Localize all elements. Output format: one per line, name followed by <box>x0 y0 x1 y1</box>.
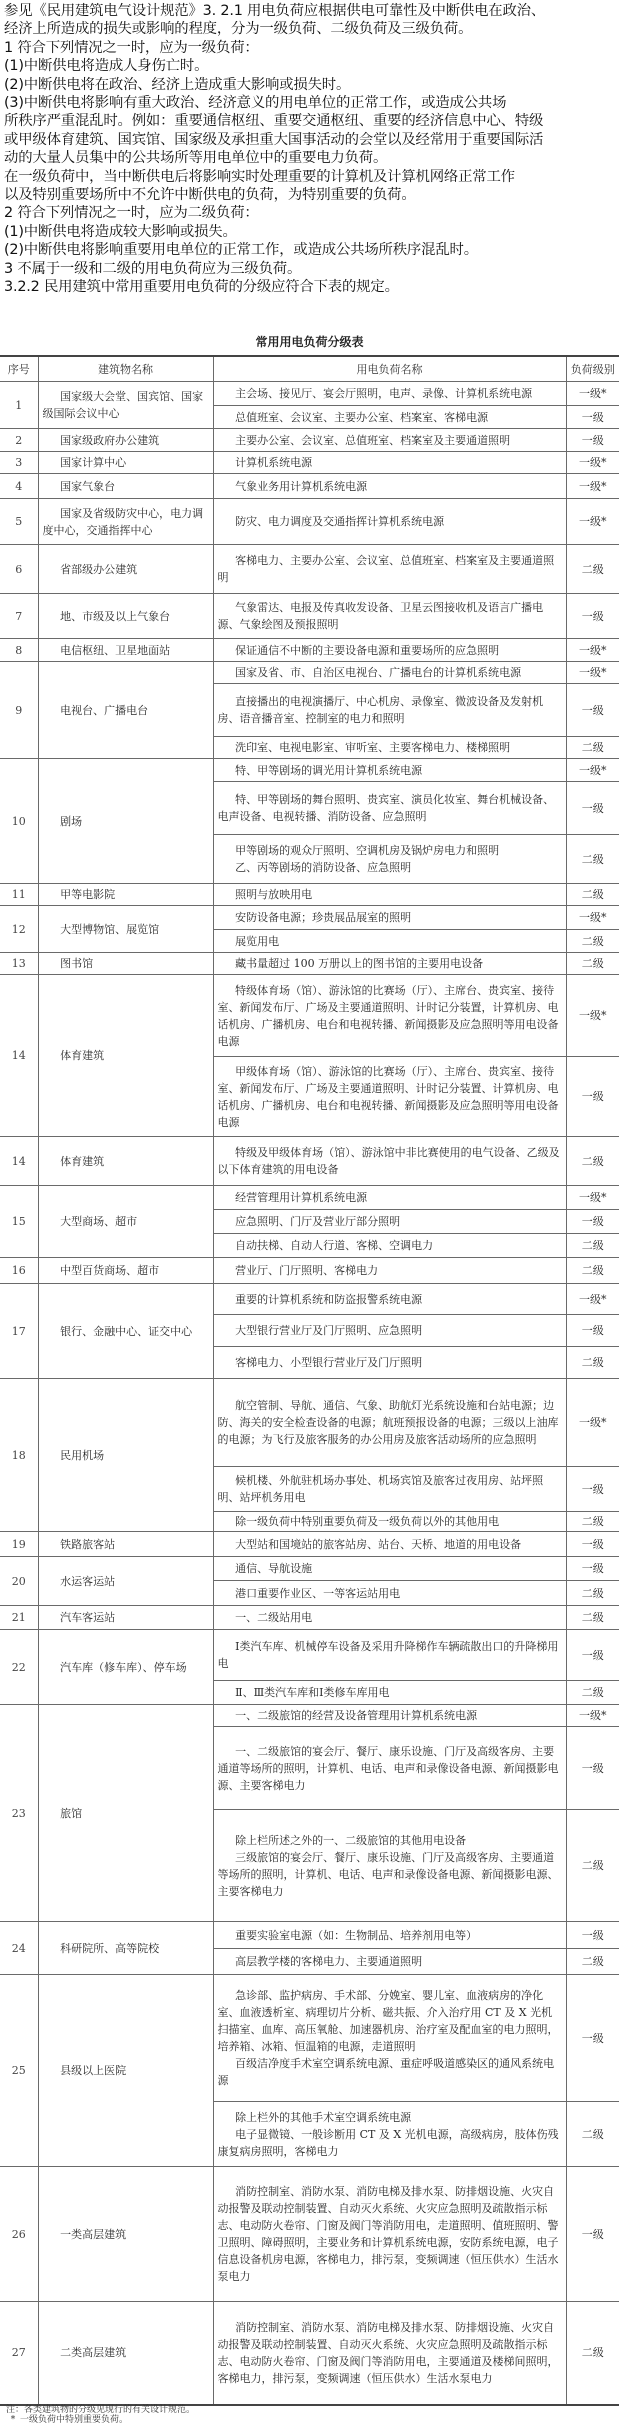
intro-line: (2)中断供电将影响重要用电单位的正常工作，或造成公共场所秩序混乱时。 <box>4 242 478 259</box>
load-name <box>213 1532 566 1557</box>
building-name: 县级以上医院 <box>38 1975 213 2167</box>
intro-text <box>4 2 616 297</box>
load-name-paragraph: 三级旅馆的宴会厅、餐厅、康乐设施、门厅及高级客房、主要通道等场所的照明，计算机、电话、电声和录像设备电源、新闻摄影电源、主要客梯电力 <box>217 1850 559 1898</box>
building-name: 一类高层建筑 <box>38 2167 213 2302</box>
load-level: 一级* <box>566 1705 619 1727</box>
load-name <box>213 835 566 884</box>
load-name <box>213 1922 566 1949</box>
load-name-paragraph: 特、甲等剧场的舞台照明、贵宾室、演员化妆室、舞台机械设备、电声设备、电视转播、消防设备、应急照明 <box>217 793 555 823</box>
table-row <box>0 474 619 499</box>
load-name <box>213 1284 566 1315</box>
building-name: 剧场 <box>38 759 213 884</box>
building-name: 地、市级及以上气象台 <box>38 594 213 639</box>
row-number: 17 <box>0 1284 38 1379</box>
load-name <box>213 639 566 662</box>
row-number: 3 <box>0 452 38 474</box>
header-load: 用电负荷名称 <box>213 356 566 382</box>
load-name-paragraph: 除上栏外的其他手术室空调系统电源 <box>235 2110 412 2124</box>
building-name: 民用机场 <box>38 1379 213 1532</box>
table-row <box>0 1630 619 1681</box>
note-star-text: 一级负荷中特别重要负荷。 <box>20 2415 129 2425</box>
load-name <box>213 406 566 429</box>
load-level: 二级 <box>566 1347 619 1379</box>
table-row <box>0 452 619 474</box>
load-level: 二级 <box>566 2302 619 2405</box>
load-name-paragraph: 自动扶梯、自动人行道、客梯、空调电力 <box>235 1239 434 1252</box>
load-level: 一级* <box>566 975 619 1057</box>
table-body <box>0 382 619 2405</box>
load-level: 二级 <box>566 545 619 594</box>
load-name <box>213 1467 566 1512</box>
load-name-paragraph: 大型站和国境站的旅客站房、站台、天桥、地道的用电设备 <box>235 1537 522 1551</box>
table-row <box>0 662 619 684</box>
intro-line: 所秩序严重混乱时。例如：重要通信枢纽、重要交通枢纽、重要的经济信息中心、特级 <box>4 113 544 130</box>
row-number: 10 <box>0 759 38 884</box>
building-name: 电视台、广播电台 <box>38 662 213 759</box>
row-number: 6 <box>0 545 38 594</box>
load-name-paragraph: 除一级负荷中特别重要负荷及一级负荷以外的其他用电 <box>235 1515 500 1528</box>
load-level: 一级* <box>566 452 619 474</box>
load-level: 一级 <box>566 429 619 452</box>
load-name-paragraph: 消防控制室、消防水泵、消防电梯及排水泵、防排烟设施、火灾自动报警及联动控制装置、自动灭火系统、火灾应急照明及疏散指示标志、电动防火卷帘、门窗及阀门等消防用电，主要通道及楼梯间照明，客梯电力，排污泵，变频调速（恒压供水）生活水泵电力 <box>217 2320 559 2385</box>
load-name-paragraph: 保证通信不中断的主要设备电源和重要场所的应急照明 <box>235 643 500 657</box>
load-name <box>213 1347 566 1379</box>
building-name: 水运客运站 <box>38 1557 213 1606</box>
load-name-paragraph: 一、二级站用电 <box>235 1611 313 1624</box>
building-name: 大型博物馆、展览馆 <box>38 906 213 953</box>
load-name-paragraph: 乙、丙等剧场的消防设备、应急照明 <box>235 861 412 874</box>
load-level: 一级 <box>566 1975 619 2102</box>
load-level: 二级 <box>566 737 619 759</box>
load-name-paragraph: 一、二级旅馆的宴会厅、餐厅、康乐设施、门厅及高级客房、主要通道等场所的照明，计算机、电话、电声和录像设备电源、新闻摄影电源、主要客梯电力 <box>217 1744 559 1792</box>
load-level: 二级 <box>566 1681 619 1705</box>
load-level: 二级 <box>566 1258 619 1284</box>
load-name-paragraph: 洗印室、电视电影室、审听室、主要客梯电力、楼梯照明 <box>235 741 511 754</box>
load-name-paragraph: 大型银行营业厅及门厅照明、应急照明 <box>235 1324 423 1337</box>
load-name-paragraph: 重要实验室电源（如：生物制品、培养剂用电等） <box>235 1928 478 1942</box>
intro-line: (3)中断供电将影响有重大政治、经济意义的用电单位的正常工作，或造成公共场 <box>4 95 507 112</box>
load-name <box>213 1186 566 1210</box>
load-name <box>213 1315 566 1347</box>
load-level: 二级 <box>566 884 619 906</box>
load-level: 一级* <box>566 1186 619 1210</box>
intro-line: (1)中断供电将造成人身伤亡时。 <box>4 58 209 75</box>
row-number: 23 <box>0 1705 38 1922</box>
row-number: 25 <box>0 1975 38 2167</box>
table-row <box>0 1922 619 1949</box>
table-row <box>0 1284 619 1315</box>
load-level: 一级* <box>566 759 619 782</box>
load-name-paragraph: 营业厅、门厅照明、客梯电力 <box>235 1264 379 1277</box>
load-name <box>213 1727 566 1810</box>
load-level: 一级 <box>566 1210 619 1234</box>
load-level: 一级 <box>566 1057 619 1137</box>
table-row <box>0 1606 619 1630</box>
load-name <box>213 1137 566 1186</box>
load-name <box>213 429 566 452</box>
load-level: 一级 <box>566 406 619 429</box>
load-level: 一级 <box>566 782 619 835</box>
table-row <box>0 1137 619 1186</box>
intro-line: 参见《民用建筑电气设计规范》3. 2.1 用电负荷应根据供电可靠性及中断供电在政治、 <box>4 3 546 19</box>
load-name-paragraph: 应急照明、门厅及营业厅部分照明 <box>235 1215 401 1228</box>
load-name-paragraph: 港口重要作业区、一等客运站用电 <box>235 1586 401 1600</box>
load-level: 二级 <box>566 1512 619 1532</box>
load-name-paragraph: 甲等剧场的观众厅照明、空调机房及锅炉房电力和照明 <box>235 844 500 857</box>
load-level: 一级* <box>566 662 619 684</box>
row-number: 16 <box>0 1258 38 1284</box>
building-name: 国家及省级防灾中心，电力调度中心，交通指挥中心 <box>38 499 213 545</box>
intro-line: 或甲级体育建筑、国宾馆、国家级及承担重大国事活动的会堂以及经常用于重要国际活 <box>4 131 544 148</box>
table-row <box>0 975 619 1057</box>
table-row <box>0 545 619 594</box>
load-level: 一级 <box>566 1315 619 1347</box>
building-name: 国家气象台 <box>38 474 213 499</box>
table-row <box>0 884 619 906</box>
load-level: 一级 <box>566 684 619 737</box>
building-name: 甲等电影院 <box>38 884 213 906</box>
note-general: 注：各类建筑物的分级见现行的有关设计规范。 <box>6 2405 196 2415</box>
intro-line: 1 符合下列情况之一时，应为一级负荷： <box>4 39 259 56</box>
load-level: 一级 <box>566 1532 619 1557</box>
load-name-paragraph: 主要办公室、会议室、总值班室、档案室及主要通道照明 <box>235 433 511 447</box>
load-name <box>213 1949 566 1975</box>
load-name <box>213 1606 566 1630</box>
load-name <box>213 1810 566 1922</box>
building-name: 电信枢纽、卫星地面站 <box>38 639 213 662</box>
load-level: 一级 <box>566 1630 619 1681</box>
load-name <box>213 1210 566 1234</box>
load-name <box>213 2102 566 2167</box>
building-name: 国家级大会堂、国宾馆、国家级国际会议中心 <box>38 382 213 429</box>
building-name: 图书馆 <box>38 953 213 975</box>
load-name <box>213 1057 566 1137</box>
load-name <box>213 1705 566 1727</box>
load-name <box>213 782 566 835</box>
building-name: 铁路旅客站 <box>38 1532 213 1557</box>
load-name-paragraph: 甲级体育场（馆）、游泳馆的比赛场（厅）、主席台、贵宾室、接待室、新闻发布厅、广场及主要通道照明、计时记分装置、计算机房、电话机房、广播机房、电台和电视转播、新闻摄影及应急照明等用电设备电源 <box>217 1064 559 1129</box>
table-row <box>0 1186 619 1210</box>
intro-line: (1)中断供电将造成较大影响或损失。 <box>4 223 237 240</box>
load-name <box>213 906 566 930</box>
building-name: 中型百货商场、超市 <box>38 1258 213 1284</box>
table-row <box>0 1532 619 1557</box>
building-name: 国家计算中心 <box>38 452 213 474</box>
load-name <box>213 2302 566 2405</box>
load-name-paragraph: 电子显微镜、一般诊断用 CT 及 X 光机电源，高级病房，肢体伤残康复病房照明，客梯电力 <box>217 2127 559 2158</box>
load-name <box>213 930 566 953</box>
row-number: 26 <box>0 2167 38 2302</box>
load-level: 二级 <box>566 1581 619 1606</box>
load-level: 一级* <box>566 1379 619 1467</box>
load-level: 一级* <box>566 382 619 406</box>
intro-line: 3 不属于一级和二级的用电负荷应为三级负荷。 <box>4 260 302 277</box>
load-name <box>213 1681 566 1705</box>
intro-line: (2)中断供电将在政治、经济上造成重大影响或损失时。 <box>4 76 351 93</box>
row-number: 15 <box>0 1186 38 1258</box>
load-level: 一级* <box>566 1284 619 1315</box>
load-name <box>213 1975 566 2102</box>
building-name: 体育建筑 <box>38 1137 213 1186</box>
load-name <box>213 1557 566 1581</box>
header-num: 序号 <box>0 356 38 382</box>
load-name <box>213 975 566 1057</box>
load-name <box>213 1379 566 1467</box>
load-name-paragraph: 藏书量超过 100 万册以上的图书馆的主要用电设备 <box>235 957 484 970</box>
table-row <box>0 2167 619 2302</box>
table-row <box>0 1379 619 1467</box>
intro-line: 在一级负荷中，当中断供电后将影响实时处理重要的计算机及计算机网络正常工作 <box>4 168 515 185</box>
load-level: 一级 <box>566 1467 619 1512</box>
row-number: 4 <box>0 474 38 499</box>
load-name <box>213 545 566 594</box>
row-number: 18 <box>0 1379 38 1532</box>
load-name <box>213 594 566 639</box>
row-number: 1 <box>0 382 38 429</box>
load-name <box>213 662 566 684</box>
load-name <box>213 953 566 975</box>
row-number: 22 <box>0 1630 38 1705</box>
load-level: 二级 <box>566 930 619 953</box>
table-row <box>0 2302 619 2405</box>
row-number: 8 <box>0 639 38 662</box>
row-number: 9 <box>0 662 38 759</box>
load-level: 二级 <box>566 953 619 975</box>
row-number: 2 <box>0 429 38 452</box>
table-row <box>0 639 619 662</box>
table-row <box>0 1975 619 2102</box>
table-row <box>0 499 619 545</box>
table-row <box>0 382 619 406</box>
load-level: 一级 <box>566 594 619 639</box>
load-name-paragraph: 展览用电 <box>235 934 280 948</box>
table-row <box>0 594 619 639</box>
building-name: 汽车库（修车库）、停车场 <box>38 1630 213 1705</box>
load-name-paragraph: 通信、导航设施 <box>235 1562 313 1575</box>
load-name-paragraph: 客梯电力、主要办公室、会议室、总值班室、档案室及主要通道照明 <box>217 554 555 584</box>
load-name-paragraph: 经营管理用计算机系统电源 <box>235 1191 368 1204</box>
load-name-paragraph: 一、二级旅馆的经营及设备管理用计算机系统电源 <box>235 1709 478 1722</box>
load-name-paragraph: 总值班室、会议室、主要办公室、档案室、客梯电源 <box>235 410 489 424</box>
load-name <box>213 737 566 759</box>
load-name <box>213 1258 566 1284</box>
load-name-paragraph: 直接播出的电视演播厅、中心机房、录像室、微波设备及发射机房、语音播音室、控制室的电力和照明 <box>217 695 544 725</box>
load-level: 二级 <box>566 2102 619 2167</box>
load-level: 一级 <box>566 1557 619 1581</box>
load-name-paragraph: Ⅱ、Ⅲ类汽车库和Ⅰ类修车库用电 <box>235 1686 390 1699</box>
load-level: 一级 <box>566 1727 619 1810</box>
header-level: 负荷级别 <box>566 356 619 382</box>
row-number: 14 <box>0 1137 38 1186</box>
load-name <box>213 382 566 406</box>
load-level: 二级 <box>566 1137 619 1186</box>
table-row <box>0 1557 619 1581</box>
row-number: 5 <box>0 499 38 545</box>
load-name <box>213 1512 566 1532</box>
building-name: 国家级政府办公建筑 <box>38 429 213 452</box>
building-name: 省部级办公建筑 <box>38 545 213 594</box>
table-row <box>0 953 619 975</box>
load-classification-table <box>0 355 619 2406</box>
load-name-paragraph: 安防设备电源；珍贵展品展室的照明 <box>235 911 412 924</box>
load-name-paragraph: 重要的计算机系统和防盗报警系统电源 <box>235 1292 423 1306</box>
load-name-paragraph: 高层教学楼的客梯电力、主要通道照明 <box>235 1955 423 1968</box>
building-name: 大型商场、超市 <box>38 1186 213 1258</box>
table-row <box>0 906 619 930</box>
table-row <box>0 429 619 452</box>
load-name-paragraph: 航空管制、导航、通信、气象、助航灯光系统设施和台站电源；边防、海关的安全检查设备的电源；航班预报设备的电源；三级以上油库的电源；为飞行及旅客服务的办公用房及旅客活动场所的应急照明 <box>217 1399 559 1446</box>
building-name: 体育建筑 <box>38 975 213 1137</box>
load-name <box>213 1581 566 1606</box>
load-name-paragraph: 百级洁净度手术室空调系统电源、重症呼吸道感染区的通风系统电源 <box>217 2057 555 2087</box>
load-name <box>213 452 566 474</box>
load-name-paragraph: 特、甲等剧场的调光用计算机系统电源 <box>235 763 423 777</box>
load-name-paragraph: 国家及省、市、自治区电视台、广播电台的计算机系统电源 <box>235 666 522 679</box>
asterisk-mark: * <box>10 2415 16 2425</box>
load-name-paragraph: 特级及甲级体育场（馆）、游泳馆中非比赛使用的电气设备、乙级及以下体育建筑的用电设备 <box>217 1146 560 1176</box>
load-name <box>213 474 566 499</box>
table-notes <box>6 2405 195 2425</box>
table-header-row <box>0 356 619 382</box>
note-star <box>6 2415 195 2425</box>
load-name <box>213 1234 566 1258</box>
load-name-paragraph: 气象雷达、电报及传真收发设备、卫星云图接收机及语言广播电源、气象绘图及预报照明 <box>217 601 544 631</box>
load-level: 一级 <box>566 2167 619 2302</box>
row-number: 24 <box>0 1922 38 1975</box>
load-level: 二级 <box>566 1606 619 1630</box>
intro-line: 3.2.2 民用建筑中常用重要用电负荷的分级应符合下表的规定。 <box>4 279 399 296</box>
load-name-paragraph: 消防控制室、消防水泵、消防电梯及排水泵、防排烟设施、火灾自动报警及联动控制装置、自动灭火系统、火灾应急照明及疏散指示标志、电动防火卷帘、门窗及阀门等消防用电，走道照明、值班照明、警卫照明、障碍照明，主要业务和计算机系统电源，安防系统电源，电子信息设备机房电源，客梯电力，排污泵，变频调速（恒压供水）生活水泵电力 <box>217 2185 559 2283</box>
load-name-paragraph: 主会场、接见厅、宴会厅照明，电声、录像、计算机系统电源 <box>235 387 533 400</box>
load-level: 一级* <box>566 474 619 499</box>
load-name-paragraph: 除上栏所述之外的一、二级旅馆的其他用电设备 <box>235 1833 467 1847</box>
load-name <box>213 759 566 782</box>
load-name-paragraph: 特级体育场（馆）、游泳馆的比赛场（厅）、主席台、贵宾室、接待室、新闻发布厅、广场及主要通道照明、计时记分装置，计算机房、电话机房、广播机房、电台和电视转播、新闻摄影及应急照明等用电设备电源 <box>217 983 559 1048</box>
row-number: 11 <box>0 884 38 906</box>
load-name-paragraph: Ⅰ类汽车库、机械停车设备及采用升降梯作车辆疏散出口的升降梯用电 <box>217 1640 559 1670</box>
building-name: 汽车客运站 <box>38 1606 213 1630</box>
row-number: 19 <box>0 1532 38 1557</box>
load-level: 一级* <box>566 639 619 662</box>
load-level: 一级* <box>566 906 619 930</box>
load-level: 二级 <box>566 835 619 884</box>
load-level: 一级 <box>566 1922 619 1949</box>
load-name <box>213 884 566 906</box>
table-title: 常用用电负荷分级表 <box>255 335 364 349</box>
row-number: 12 <box>0 906 38 953</box>
row-number: 20 <box>0 1557 38 1606</box>
header-building: 建筑物名称 <box>38 356 213 382</box>
row-number: 7 <box>0 594 38 639</box>
table-row <box>0 1705 619 1727</box>
load-name-paragraph: 急诊部、监护病房、手术部、分娩室、婴儿室、血液病房的净化室、血液透析室、病理切片分析、磁共振、介入治疗用 CT 及 X 光机扫描室、血库、高压氧舱、加速器机房、治疗室及配血室的电力照明，培养箱、冰箱、恒温箱的电源，走道照明 <box>217 1989 559 2053</box>
load-name <box>213 499 566 545</box>
load-name <box>213 1630 566 1681</box>
load-name-paragraph: 计算机系统电源 <box>235 456 313 469</box>
building-name: 二类高层建筑 <box>38 2302 213 2405</box>
load-name <box>213 684 566 737</box>
intro-line: 2 符合下列情况之一时，应为二级负荷： <box>4 205 259 222</box>
load-name-paragraph: 气象业务用计算机系统电源 <box>235 479 368 493</box>
load-level: 一级* <box>566 499 619 545</box>
building-name: 银行、金融中心、证交中心 <box>38 1284 213 1379</box>
building-name: 科研院所、高等院校 <box>38 1922 213 1975</box>
load-level: 二级 <box>566 1810 619 1922</box>
load-name-paragraph: 防灾、电力调度及交通指挥计算机系统电源 <box>235 515 445 528</box>
intro-line: 以及特别重要场所中不允许中断供电的负荷，为特别重要的负荷。 <box>4 187 416 204</box>
load-level: 二级 <box>566 1949 619 1975</box>
row-number: 21 <box>0 1606 38 1630</box>
load-name-paragraph: 照明与放映用电 <box>235 888 313 901</box>
intro-line: 经济上所造成的损失或影响的程度，分为一级负荷、二级负荷及三级负荷。 <box>4 21 473 38</box>
row-number: 13 <box>0 953 38 975</box>
load-name-paragraph: 候机楼、外航驻机场办事处、机场宾馆及旅客过夜用房、站坪照明、站坪机务用电 <box>217 1474 544 1504</box>
table-row <box>0 759 619 782</box>
intro-line: 动的大量人员集中的公共场所等用电单位中的重要电力负荷。 <box>4 150 388 167</box>
row-number: 14 <box>0 975 38 1137</box>
load-name <box>213 2167 566 2302</box>
building-name: 旅馆 <box>38 1705 213 1922</box>
load-name-paragraph: 客梯电力、小型银行营业厅及门厅照明 <box>235 1356 423 1369</box>
load-level: 二级 <box>566 1234 619 1258</box>
row-number: 27 <box>0 2302 38 2405</box>
table-row <box>0 1258 619 1284</box>
